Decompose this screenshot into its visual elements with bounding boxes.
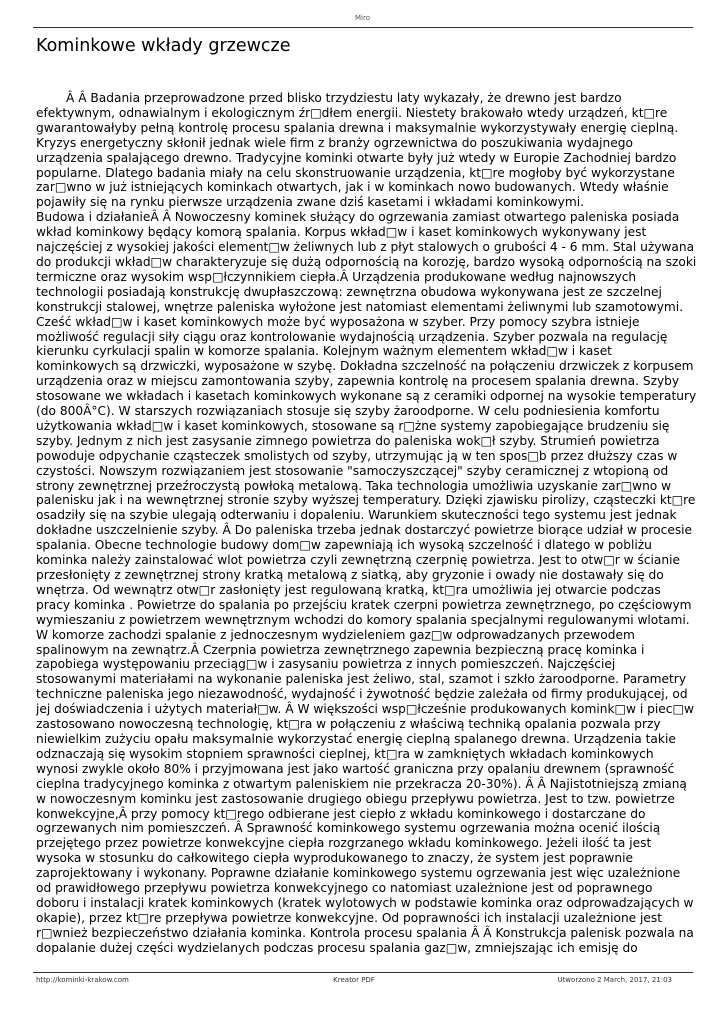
- page-header: [0, 14, 725, 22]
- footer-created-date: Utworzono 2 March, 2017, 21:03: [557, 976, 672, 984]
- article-paragraph-main: Budowa i działanieÂ Â Nowoczesny kominek służący do ogrzewania zamiast otwartego paleniska posiada wkład kominkowy będący komorą spalania. Korpus wkład□w i kaset kominkowych wykonywany jest najczęściej z wysokiej jakości element□w żeliwnych lub z płyt stalowych o grubości 4 - 6 mm. Stal używana do produkcji wkład□w charakteryzuje się dużą odpornością na korozję, bardzo wysoką odpornością na szoki termiczne oraz wysokim wsp□łczynnikiem ciepła.Â Urządzenia produkowane według najnowszych technologii posiadają konstrukcję dwupłaszczową: zewnętrzna obudowa wykonywana jest ze szczelnej konstrukcji stalowej, wnętrze paleniska wyłożone jest natomiast elementami żeliwnymi lub szamotowymi. Cześć wkład□w i kaset kominkowych może być wyposażona w szyber. Przy pomocy szybra istnieje możliwość regulacji siły ciągu oraz kontrolowanie wydajnością urządzenia. Szyber pozwala na regulację kierunku cyrkulacji spalin w komorze spalania. Kolejnym ważnym elementem wkład□w i kaset kominkowych są drzwiczki, wyposażone w szybę. Dokładna szczelność na połączeniu drzwiczek z korpusem urządzenia oraz w miejscu zamontowania szyby, zapewnia kontrolę na procesem spalania drewna. Szyby stosowane we wkładach i kasetach kominkowych wykonane są z ceramiki odpornej na wysokie temperatury (do 800Â°C). W starszych rozwiązaniach stosuje się szyby żaroodporne. W celu podniesienia komfortu użytkowania wkład□w i kaset kominkowych, stosowane są r□żne systemy zapobiegające brudzeniu się szyby. Jednym z nich jest zasysanie zimnego powietrza do paleniska wok□ł szyby. Strumień powietrza powoduje odpychanie cząsteczek smolistych od szyby, utrzymując ją w ten spos□b przez dłuższy czas w czystości. Nowszym rozwiązaniem jest stosowanie "samoczyszczącej" szyby ceramicznej z wtopioną od strony zewnętrznej przeźroczystą powłoką metalową. Taka technologia umożliwia uzyskanie zar□wno w palenisku jak i na wewnętrznej stronie szyby wyższej temperatury. Dzięki zjawisku pirolizy, cząsteczki kt□re osadziły się na szybie ulegają odterwaniu i dopaleniu. Warunkiem skuteczności tego systemu jest jednak dokładne uszczelnienie szyby. Â Do paleniska trzeba jednak dostarczyć powietrze biorące udział w procesie spalania. Obecne technologie budowy dom□w zapewniają ich wysoką szczelność i dlatego w pobliżu kominka należy zainstalować wlot powietrza czyli zewnętrzną czerpnię powietrza. Jest to otw□r w ścianie przesłonięty z zewnętrznej strony kratką metalową z siatką, aby gryzonie i owady nie dostawały się do wnętrza. Od wewnątrz otw□r zasłonięty jest regulowaną kratką, kt□ra umożliwia jej otwarcie podczas pracy kominka . Powietrze do spalania po przejściu kratek czerpni powietrza zewnętrznego, po częściowym wymieszaniu z powietrzem wewnętrznym wchodzi do komory spalania specjalnymi regulowanymi wlotami. W komorze zachodzi spalanie z jednoczesnym wydzieleniem gaz□w odprowadzanych przewodem spalinowym na zewnątrz.Â Czerpnia powietrza zewnętrznego zapewnia bezpieczną pracę kominka i zapobiega występowaniu przeciąg□w i zasysaniu powietrza z innych pomieszczeń. Najczęściej stosowanymi materiałami na wykonanie paleniska jest żeliwo, stal, szamot i szkło żaroodporne. Parametry techniczne paleniska jego niezawodność, wydajność i żywotność będzie zależała od firmy produkującej, od jej doświadczenia i użytych materiał□w. Â W większości wsp□łcześnie produkowanych komink□w i piec□w zastosowano nowoczesną technologię, kt□ra w połączeniu z właściwą techniką opalania pozwala przy niewielkim zużyciu opału maksymalnie wykorzystać energię cieplną spalanego drewna. Urządzenia takie odznaczają się wysokim stopniem sprawności cieplnej, kt□ra w zamkniętych wkładach kominkowych wynosi zwykle około 80% i przyjmowana jest jako wartość graniczna przy opalaniu drewnem (sprawność cieplna tradycyjnego kominka z otwartym paleniskiem nie przekracza 20-30%). Â Â Najistotniejszą zmianą w nowoczesnym kominku jest zastosowanie drugiego obiegu przepływu powietrza. Jest to tzw. powietrze konwekcyjne,Â przy pomocy kt□rego odbierane jest ciepło z wkładu kominkowego i dostarczane do ogrzewanych nim pomieszczeń. Â Sprawność kominkowego systemu ogrzewania można ocenić ilością przejętego przez powietrze konwekcyjne ciepła rozgrzanego wkładu kominkowego. Jeżeli ilość ta jest wysoka w stosunku do całkowitego ciepła wyprodukowanego to znaczy, że system jest poprawnie zaprojektowany i wykonany. Poprawne działanie kominkowego systemu ogrzewania jest więc uzależnione od prawidłowego przepływu powietrza konwekcyjnego co natomiast uzależnione jest od poprawnego doboru i instalacji kratek kominkowych (kratek wylotowych w podstawie kominka oraz odprowadzających w okapie), przez kt□re przepływa powietrze konwekcyjne. Od poprawności ich instalacji uzależnione jest r□wnież bezpieczeństwo działania kominka. Kontrola procesu spalania Â Â Konstrukcja palenisk pozwala na dopalanie dużej części wydzielanych podczas procesu spalania gaz□w, zmniejszając ich emisję do: [36, 210, 697, 955]
- header-divider: [33, 27, 693, 28]
- footer-generator: Kreator PDF: [333, 976, 375, 984]
- footer-divider: [33, 972, 693, 973]
- article-paragraph-intro: Â Â Badania przeprowadzone przed blisko trzydziestu laty wykazały, że drewno jest bardzo efektywnym, odnawialnym i ekologicznym źr□dłem energii. Niestety brakowało wtedy urządzeń, kt□re gwarantowałyby pełną kontrolę procesu spalania drewna i maksymalnie wykorzystywały energię cieplną. Kryzys energetyczny skłonił jednak wiele firm z branży ogrzewnictwa do poszukiwania wydajnego urządzenia spalającego drewno. Tradycyjne kominki otwarte były już wtedy w Europie Zachodniej bardzo popularne. Dlatego badania miały na celu skonstruowanie urządzenia, kt□re mogłoby być wykorzystane zar□wno w już istniejących kominkach otwartych, jak i w kominkach nowo budowanych. Wtedy właśnie pojawiły się na rynku pierwsze urządzenia zwane dziś kasetami i wkładami kominkowymi.: [36, 91, 679, 210]
- article-body: [36, 91, 698, 956]
- header-author: Miro: [355, 14, 370, 22]
- article-title: Kominkowe wkłady grzewcze: [36, 36, 291, 56]
- footer-url-link[interactable]: http://kominki-krakow.com: [36, 976, 129, 984]
